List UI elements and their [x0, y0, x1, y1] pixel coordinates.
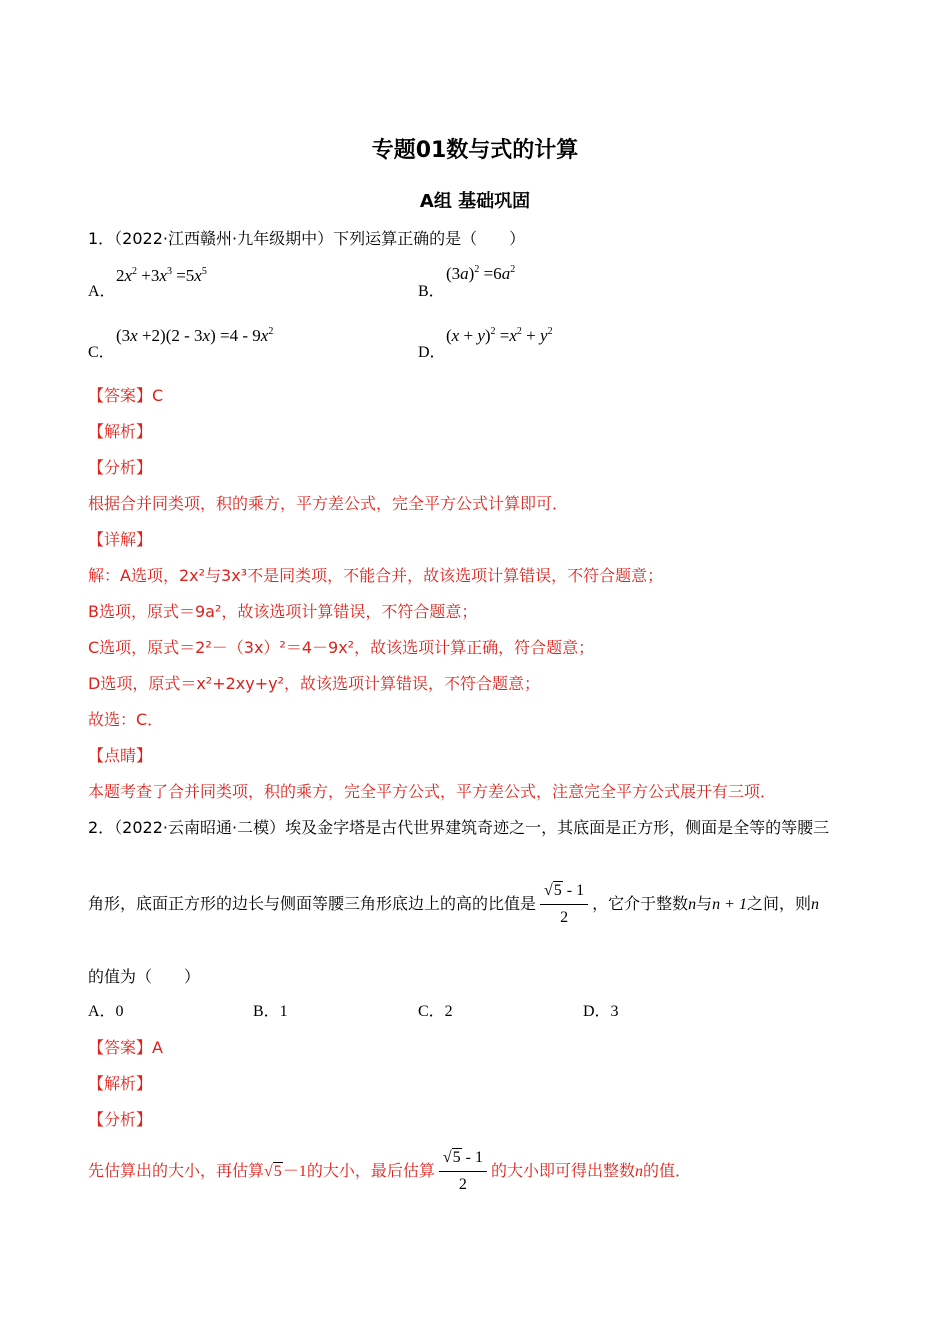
ratio-fraction: $\frac{√5 - 1}{2}$ — [540, 880, 588, 929]
q2-jiexi-heading: 【解析】 — [88, 1074, 153, 1093]
q2-option-a: A．0 — [88, 1003, 124, 1020]
q1-detail-line-1: 解：A选项，2x²与3x³不是同类项，不能合并，故该选项计算错误，不符合题意； — [88, 566, 664, 585]
q1-option-b: B． — [418, 283, 445, 300]
sqrt-expression: √5－1 — [264, 1163, 307, 1180]
q1-fenxi-heading: 【分析】 — [88, 458, 153, 477]
q1-fenxi-text: 根据合并同类项，积的乘方，平方差公式，完全平方公式计算即可． — [88, 494, 569, 513]
q1-option-c: C． — [88, 344, 115, 361]
q1-detail-line-2: B选项，原式＝9a²，故该选项计算错误，不符合题意； — [88, 602, 478, 621]
q1-dianjing-text: 本题考查了合并同类项，积的乘方，完全平方公式，平方差公式，注意完全平方公式展开有三项． — [88, 782, 777, 801]
q1-answer: 【答案】C — [88, 386, 164, 405]
q2-fenxi-heading: 【分析】 — [88, 1110, 153, 1129]
q1-detail-line-3: C选项，原式＝2²－（3x）²＝4－9x²，故该选项计算正确，符合题意； — [88, 638, 595, 657]
q1-xiangjie-heading: 【详解】 — [88, 530, 153, 549]
q1-option-d: D． — [418, 344, 446, 361]
q2-option-b: B．1 — [253, 1003, 288, 1020]
q1-option-a: A． — [88, 283, 116, 300]
q1-jiexi-heading: 【解析】 — [88, 422, 153, 441]
q1-detail-line-5: 故选：C． — [88, 710, 164, 729]
q1-option-b-expr: $(3a)^2 =6a^2$ — [446, 264, 516, 283]
q1-option-c-expr: $(3x +2)(2 - 3x) =4 - 9x^2$ — [116, 326, 274, 345]
q1-detail-line-4: D选项，原式＝x²+2xy+y²，故该选项计算错误，不符合题意； — [88, 674, 541, 693]
q2-answer: 【答案】A — [88, 1038, 163, 1057]
sqrt-symbol: √5 — [544, 882, 562, 899]
page-title: 专题01数与式的计算 — [371, 138, 579, 163]
group-title: A组 基础巩固 — [419, 191, 531, 212]
q2-option-c: C．2 — [418, 1003, 453, 1020]
q2-option-d: D．3 — [583, 1003, 619, 1020]
q1-option-d-expr: $(x + y)^2 =x^2 + y^2$ — [446, 326, 553, 345]
q2-stem-line-2: 角形，底面正方形的边长与侧面等腰三角形底边上的高的比值是 $\frac{√5 - 1}{2}$ ，它介于整数n与n + 1之间，则n — [88, 876, 819, 932]
q1-dianjing-heading: 【点睛】 — [88, 746, 153, 765]
q1-option-a-expr: $2x^2 +3x^3 =5x^5$ — [116, 266, 207, 285]
q2-fenxi-text: 先估算出的大小，再估算√5－1的大小，最后估算 $\frac{√5 - 1}{2}$ 的大小即可得出整数n的值． — [88, 1143, 691, 1199]
q1-stem: 1．（2022·江西赣州·九年级期中）下列运算正确的是（ ） — [88, 229, 526, 248]
q2-stem-line-1: 2．（2022·云南昭通·二模）埃及金字塔是古代世界建筑奇迹之一，其底面是正方形，侧面是全等的等腰三 — [88, 818, 830, 837]
ratio-fraction-2: $\frac{√5 - 1}{2}$ — [439, 1147, 487, 1196]
q2-stem-line-3: 的值为（ ） — [88, 967, 201, 986]
